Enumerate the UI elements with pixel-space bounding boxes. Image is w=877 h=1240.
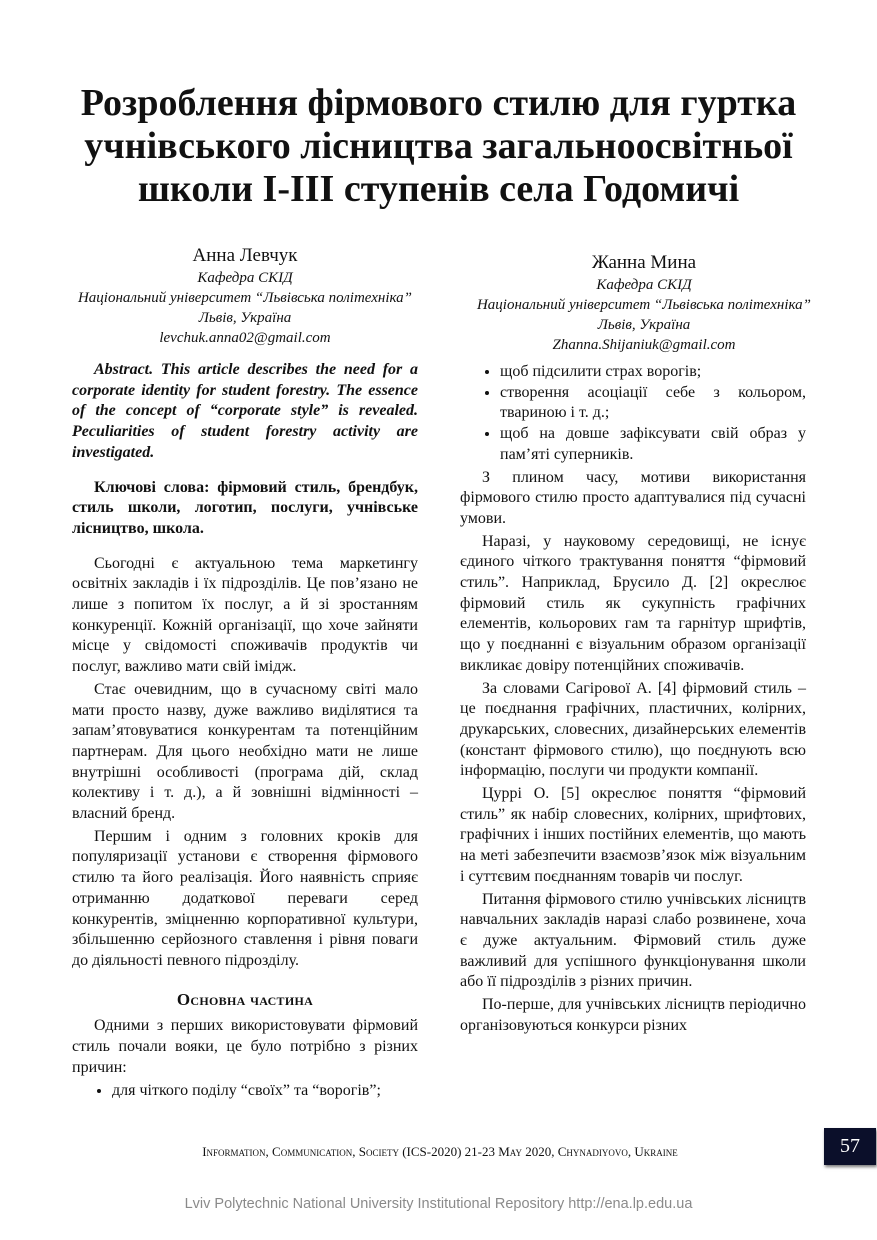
left-column [72,360,418,1103]
author-dept: Кафедра СКІД [596,277,692,293]
author-dept: Кафедра СКІД [197,270,293,286]
paragraph: Наразі, у науковому середовищі, не існує єдиного чіткого трактування поняття “фірмовий стиль”. Наприклад, Брусило Д. [2] окреслює фірмовий стиль як сукупність графічних елементів, кольорових гам та гарнітур шрифтів, що у поєднанні є візуальним образом організації викликає довіру потенційних споживачів. [460,532,806,674]
bullet-list [460,362,806,466]
paragraph: Питання фірмового стилю учнівських лісництв навчальних закладів наразі слабо розвинене, хоча є дуже актуальним. Фірмовий стиль дуже важливий для успішного функціонування школи або її підрозділів з різних причин. [460,890,806,991]
list-item: • щоб підсилити страх ворогів; [500,362,806,383]
right-column [460,362,806,1039]
paragraph: Цуррі О. [5] окреслює поняття “фірмовий стиль” як набір словесних, колірних, шрифтових, графічних і інших постійних елементів, що мають на меті забезпечити взаємозв’язок між візуальним і суттєвим поєднанням товарів чи послуг. [460,785,806,885]
page-number: 57 [824,1128,876,1165]
author-name: Жанна Мина [591,252,697,273]
title-line: школи І-ІІІ ступенів села Годомичі [137,168,740,210]
title-line: Розроблення фірмового стилю для гуртка [80,82,797,124]
title-line: учнівського лісництва загальноосвітньої [84,125,793,167]
list-item: • створення асоціації себе з кольором, твариною і т. д.; [500,383,806,424]
paragraph: Сьогодні є актуальною тема маркетингу освітніх закладів і їх підрозділів. Це пов’язано не лише з попитом їх послуг, а й зі зростанням конкуренції. Кожній організації, що хоче зайняти місце у свідомості споживачів продуктів чи послуг, важливо мати свій імідж. [72,554,418,676]
author-block-1 [45,244,445,348]
keywords: Ключові слова: фірмовий стиль, брендбук, стиль школи, логотип, послуги, учнівське лісництво, школа. [72,478,418,537]
author-university: Національний університет “Львівська політехніка” [77,290,413,306]
paragraph: Одними з перших використовувати фірмовий стиль почали вояки, це було потрібно з різних причин: [72,1017,418,1076]
section-heading: Основна частина [176,989,314,1009]
author-block-2 [444,251,844,355]
conference-footer: Information, Communication, Society (ICS-2020) 21-23 May 2020, Chynadiyovo, Ukraine [202,1144,678,1159]
list-item: • для чіткого поділу “своїх” та “ворогів”; [112,1081,418,1102]
author-university: Національний університет “Львівська політехніка” [476,297,812,313]
paragraph: Першим і одним з головних кроків для популяризації установи є створення фірмового стилю та його реалізація. Його наявність сприяє отриманню додаткової переваги серед конкурентів, зміцненню корпоративної культури, збільшенню серйозного ставлення і рівня поваги до діяльності певного підрозділу. [72,827,418,969]
paragraph: З плином часу, мотиви використання фірмового стилю просто адаптувалися під сучасні умови. [460,468,806,527]
paragraph: По-перше, для учнівських лісництв періодично організовуються конкурси різних [460,996,806,1034]
author-email: Zhanna.Shijaniuk@gmail.com [552,337,736,353]
author-city: Львів, Україна [597,317,691,333]
list-item: • щоб на довше зафіксувати свій образ у пам’яті суперників. [500,424,806,465]
paragraph: Стає очевидним, що в сучасному світі мало мати просто назву, дуже важливо виділятися та запам’ятовуватися конкурентам та потенційним партнерам. Для цього необхідно мати не лише внутрішні особливості (програма дій, склад колективу і т. д.), а й зовнішні відмінності – власний бренд. [72,680,418,823]
abstract: Abstract. This article describes the need for a corporate identity for student forestry. The essence of the concept of “corporate style” is revealed. Peculiarities of student forestry activity are investigated. [72,361,418,461]
paragraph: За словами Сагірової А. [4] фірмовий стиль – це поєднання графічних, пластичних, колірних, друкарських, словесних, дизайнерських елементів (констант фірмового стилю), що поєднують всю інформацію, послуги чи продукти компанії. [460,679,806,780]
paper-title [40,82,837,211]
bullet-list [72,1081,418,1102]
repository-watermark: Lviv Polytechnic National University Institutional Repository http://ena.lp.edu.ua [184,1196,693,1212]
author-email: levchuk.anna02@gmail.com [159,330,331,346]
author-city: Львів, Україна [198,310,292,326]
author-name: Анна Левчук [192,245,298,266]
